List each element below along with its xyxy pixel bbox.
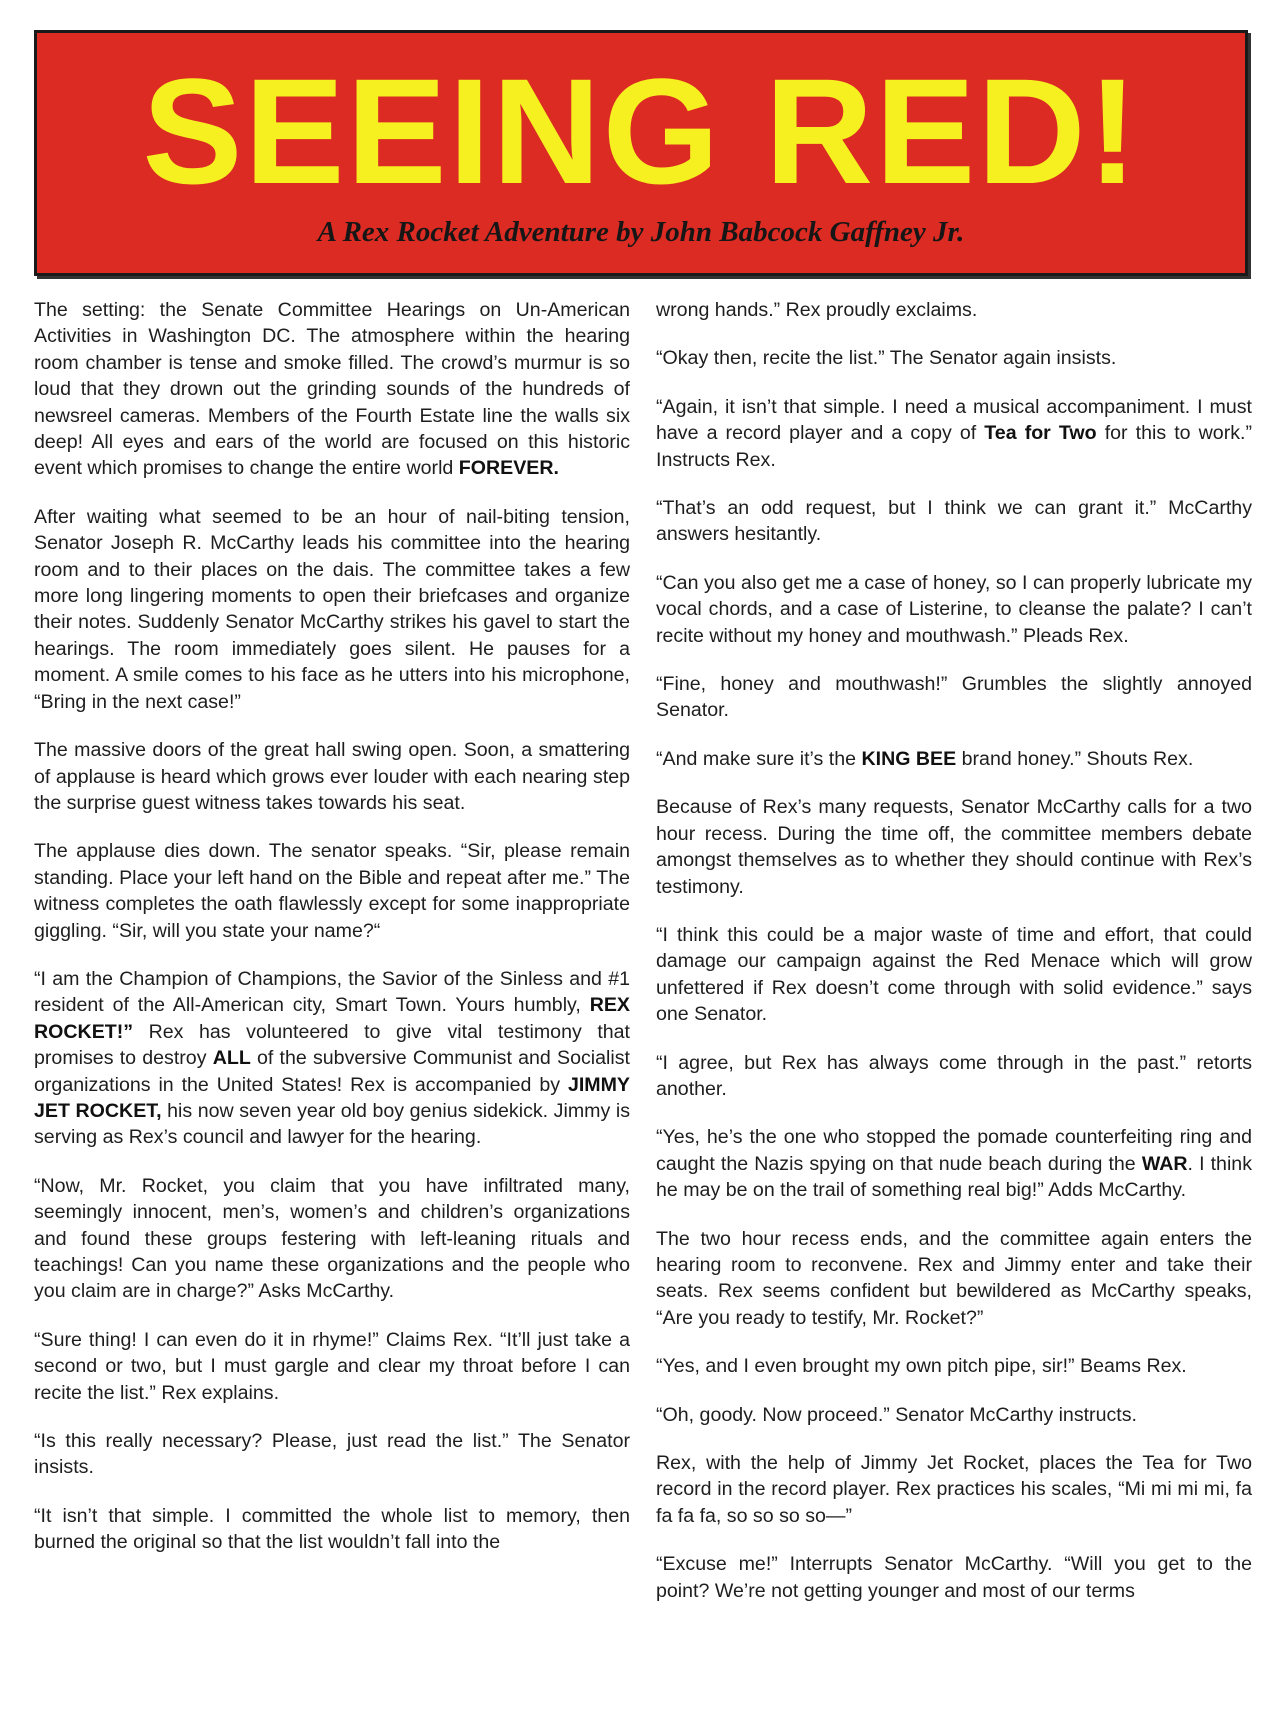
emphasis-text: REX ROCKET!”	[34, 994, 630, 1043]
paragraph: The setting: the Senate Committee Hearings on Un-American Activities in Washington DC. The atmosphere within the hearing room chamber is tense and smoke filled. The crowd’s murmur is so loud that they drown out the grinding sounds of the hundreds of newsreel cameras. Members of the Fourth Estate line the walls six deep! All eyes and ears of the world are focused on this historic event which promises to change the entire world FOREVER.	[34, 299, 630, 480]
paragraph: “I agree, but Rex has always come through in the past.” retorts another.	[656, 1051, 1252, 1100]
paragraph: “That’s an odd request, but I think we can grant it.” McCarthy answers hesitantly.	[656, 497, 1252, 546]
paragraph: “And make sure it’s the KING BEE brand honey.” Shouts Rex.	[656, 747, 1194, 770]
paragraph: “Excuse me!” Interrupts Senator McCarthy. “Will you get to the point? We’re not getting younger and most of our terms	[656, 1553, 1252, 1602]
paragraph: “Yes, and I even brought my own pitch pipe, sir!” Beams Rex.	[656, 1355, 1187, 1378]
paragraph: The massive doors of the great hall swing open. Soon, a smattering of applause is heard which grows ever louder with each nearing step the surprise guest witness takes towards his seat.	[34, 739, 630, 814]
paragraph: After waiting what seemed to be an hour of nail-biting tension, Senator Joseph R. McCarthy leads his committee into the hearing room and to their places on the dais. The committee takes a few more long lingering moments to open their briefcases and organize their notes. Suddenly Senator McCarthy strikes his gavel to start the hearings. The room immediately goes silent. He pauses for a moment. A smile comes to his face as he utters into his microphone, “Bring in the next case!”	[34, 505, 630, 713]
page-title: SEEING RED!	[142, 47, 1140, 215]
paragraph: “Sure thing! I can even do it in rhyme!” Claims Rex. “It’ll just take a second or two, but I must gargle and clear my throat before I can recite the list.” Rex explains.	[34, 1328, 630, 1404]
left-column	[34, 297, 630, 1578]
paragraph: The two hour recess ends, and the committee again enters the hearing room to reconvene. Rex and Jimmy enter and take their seats. Rex seems confident but bewildered as McCarthy speaks, “Are you ready to testify, Mr. Rocket?”	[656, 1227, 1252, 1329]
emphasis-text: ALL	[212, 1047, 251, 1070]
paragraph: wrong hands.” Rex proudly exclaims.	[656, 299, 978, 321]
paragraph: The applause dies down. The senator speaks. “Sir, please remain standing. Place your left hand on the Bible and repeat after me.” The witness completes the oath flawlessly except for some inappropriate giggling. “Sir, will you state your name?“	[34, 840, 630, 942]
emphasis-text: Tea for Two	[984, 422, 1097, 445]
byline: A Rex Rocket Adventure by John Babcock Gaffney Jr.	[317, 216, 965, 248]
emphasis-text: KING BEE	[861, 747, 957, 770]
paragraph: “It isn’t that simple. I committed the whole list to memory, then burned the original so that the list wouldn’t fall into the	[34, 1504, 630, 1554]
paragraph: “Now, Mr. Rocket, you claim that you have infiltrated many, seemingly innocent, men’s, women’s and children’s organizations and found these groups festering with left-leaning rituals and teachings! Can you name these organizations and the people who you claim are in charge?” Asks McCarthy.	[34, 1174, 630, 1303]
paragraph: “Okay then, recite the list.” The Senator again insists.	[656, 347, 1117, 370]
paragraph: “Can you also get me a case of honey, so I can properly lubricate my vocal chords, and a case of Listerine, to cleanse the palate? I can’t recite without my honey and mouthwash.” Pleads Rex.	[656, 571, 1252, 647]
paragraph: “Is this really necessary? Please, just read the list.” The Senator insists.	[34, 1430, 630, 1479]
title-banner	[34, 30, 1248, 276]
paragraph: “I think this could be a major waste of time and effort, that could damage our campaign against the Red Menace which will grow unfettered if Rex doesn’t come through with solid evidence.” says one Senator.	[656, 923, 1252, 1026]
paragraph: “Again, it isn’t that simple. I need a musical accompaniment. I must have a record player and a copy of Tea for Two for this to work.” Instructs Rex.	[656, 395, 1252, 471]
emphasis-text: WAR	[1141, 1152, 1188, 1175]
paragraph: “Fine, honey and mouthwash!” Grumbles the slightly annoyed Senator.	[656, 673, 1252, 722]
emphasis-text: JIMMY JET ROCKET,	[34, 1073, 630, 1122]
paragraph: “Yes, he’s the one who stopped the pomade counterfeiting ring and caught the Nazis spying on that nude beach during the WAR. I think he may be on the trail of something real big!” Adds McCarthy.	[656, 1126, 1252, 1202]
paragraph: “Oh, goody. Now proceed.” Senator McCarthy instructs.	[656, 1403, 1137, 1426]
paragraph: Because of Rex’s many requests, Senator McCarthy calls for a two hour recess. During the time off, the committee members debate amongst themselves as to whether they should continue with Rex’s testimony.	[656, 796, 1252, 898]
right-column	[656, 297, 1252, 1626]
paragraph: Rex, with the help of Jimmy Jet Rocket, places the Tea for Two record in the record player. Rex practices his scales, “Mi mi mi mi, fa fa fa fa, so so so so—”	[656, 1452, 1252, 1527]
emphasis-text: FOREVER.	[458, 457, 559, 480]
paragraph: “I am the Champion of Champions, the Savior of the Sinless and #1 resident of the All-American city, Smart Town. Yours humbly, REX ROCKET!” Rex has volunteered to give vital testimony that promises to destroy ALL of the subversive Communist and Socialist organizations in the United States! Rex is accompanied by JIMMY JET ROCKET, his now seven year old boy genius sidekick. Jimmy is serving as Rex’s council and lawyer for the hearing.	[34, 967, 630, 1149]
